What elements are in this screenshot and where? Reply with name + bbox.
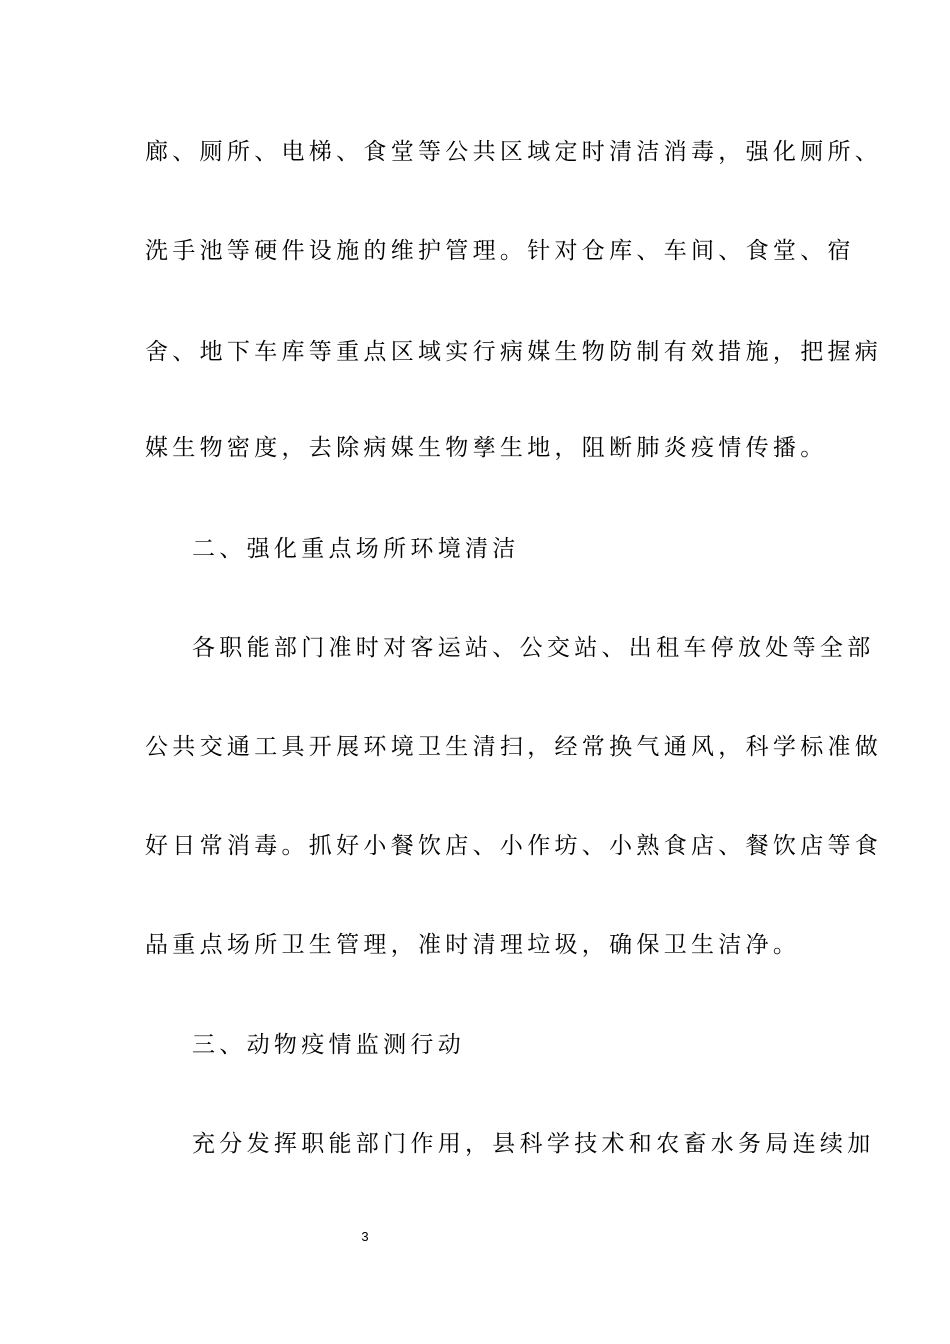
paragraph-line: 品重点场所卫生管理，准时清理垃圾，确保卫生洁净。 [145,932,801,958]
page-number: 3 [361,1229,369,1244]
paragraph-line: 媒生物密度，去除病媒生物孳生地，阻断肺炎疫情传播。 [145,435,828,461]
paragraph-line: 各职能部门准时对客运站、公交站、出租车停放处等全部 [192,635,875,661]
paragraph-line: 廊、厕所、电梯、食堂等公共区域定时清洁消毒，强化厕所、 [145,139,883,165]
paragraph-line: 公共交通工具开展环境卫生清扫，经常换气通风，科学标准做 [145,734,883,760]
paragraph-line: 舍、地下车库等重点区域实行病媒生物防制有效措施，把握病 [145,339,883,365]
section-heading: 二、强化重点场所环境清洁 [192,536,520,562]
paragraph-line: 洗手池等硬件设施的维护管理。针对仓库、车间、食堂、宿 [145,238,855,264]
section-heading: 三、动物疫情监测行动 [192,1032,465,1058]
paragraph-line: 充分发挥职能部门作用，县科学技术和农畜水务局连续加 [192,1131,875,1157]
paragraph-line: 好日常消毒。抓好小餐饮店、小作坊、小熟食店、餐饮店等食 [145,833,883,859]
